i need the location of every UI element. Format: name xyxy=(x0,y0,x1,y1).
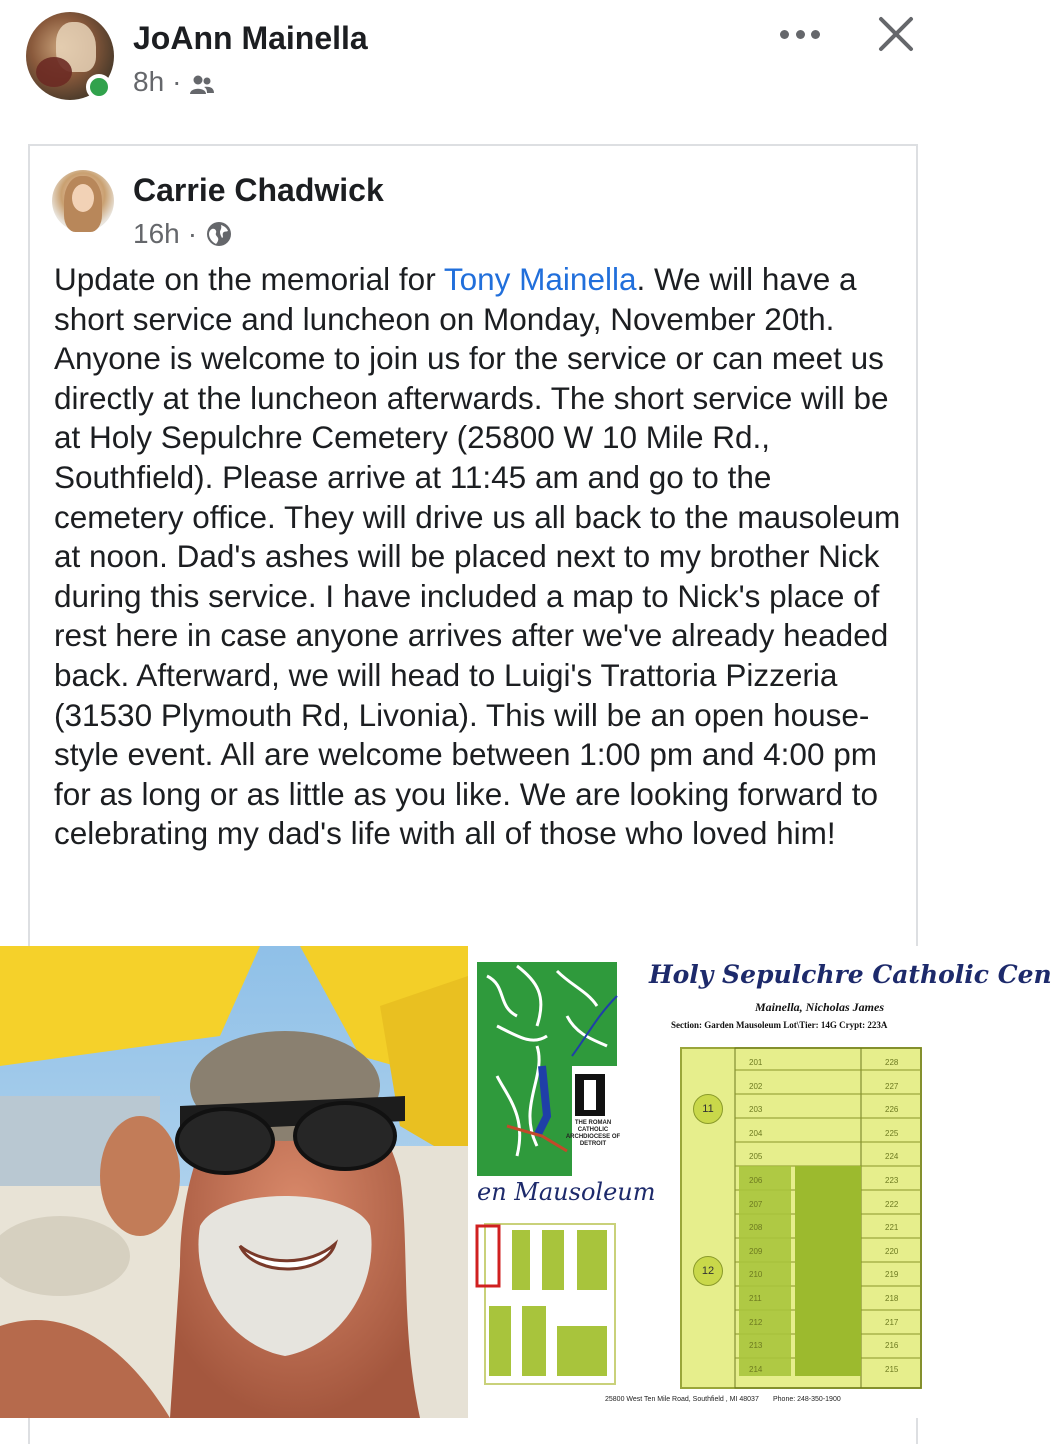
map-name: Mainella, Nicholas James xyxy=(755,1000,885,1014)
crypt-number: 210 xyxy=(749,1270,763,1280)
map-section: Section: Garden Mausoleum Lot\Tier: 14G Crypt: 223A xyxy=(671,1020,888,1030)
shared-post-time[interactable]: 16h xyxy=(133,218,180,249)
avatar[interactable] xyxy=(52,170,114,232)
crypt-number: 213 xyxy=(749,1341,763,1351)
globe-icon xyxy=(205,220,233,248)
shared-post-meta xyxy=(133,218,233,250)
crypt-number: 202 xyxy=(749,1081,763,1091)
crypt-number: 223 xyxy=(885,1176,899,1185)
map-title: Holy Sepulchre Catholic Cen xyxy=(649,960,1052,989)
map-phone: Phone: 248-350-1900 xyxy=(773,1396,841,1403)
close-icon[interactable] xyxy=(876,14,916,54)
photo-man-selfie[interactable] xyxy=(0,946,468,1418)
archdiocese-text: THE ROMAN CATHOLIC ARCHDIOCESE OF DETROIT xyxy=(565,1120,621,1147)
friends-icon xyxy=(189,71,215,93)
author-name[interactable]: JoAnn Mainella xyxy=(133,20,368,56)
crypt-number: 206 xyxy=(749,1176,763,1185)
cemetery-map-image[interactable] xyxy=(477,946,1052,1418)
post-time[interactable]: 8h xyxy=(133,66,165,97)
map-address: 25800 West Ten Mile Road, Southfield , MI 48037 xyxy=(605,1396,759,1403)
meta-separator: · xyxy=(172,66,182,97)
crypt-number: 203 xyxy=(749,1105,763,1115)
crypt-number: 214 xyxy=(749,1364,763,1374)
crypt-number: 207 xyxy=(749,1199,763,1209)
post-text-start: Update on the memorial for xyxy=(54,261,444,297)
crypt-number: 222 xyxy=(885,1199,899,1209)
crypt-number: 219 xyxy=(885,1270,899,1280)
crypt-number: 224 xyxy=(885,1152,899,1162)
crypt-number: 227 xyxy=(885,1081,899,1091)
crypt-number: 212 xyxy=(749,1317,763,1327)
map-circle-marker: 12 xyxy=(693,1256,723,1286)
map-circle-marker: 11 xyxy=(693,1094,723,1124)
meta-separator: · xyxy=(187,218,198,249)
more-options-icon[interactable] xyxy=(780,22,820,46)
crypt-number: 220 xyxy=(885,1246,899,1256)
crypt-number: 226 xyxy=(885,1105,899,1115)
crypt-number: 205 xyxy=(749,1152,763,1162)
crypt-number: 225 xyxy=(885,1128,899,1138)
crypt-number: 228 xyxy=(885,1058,899,1067)
shared-author-name[interactable]: Carrie Chadwick xyxy=(133,172,384,208)
outer-post-header xyxy=(0,0,945,130)
crypt-number: 215 xyxy=(885,1364,899,1374)
crypt-number: 216 xyxy=(885,1341,899,1351)
crypt-number: 208 xyxy=(749,1223,763,1233)
mausoleum-label: en Mausoleum xyxy=(477,1178,656,1206)
post-text-rest: . We will have a short service and luncheon on Monday, November 20th. Anyone is welcome to join us for the service or can meet us directly at the luncheon afterwards. The short service will be at Holy Sepulchre Cemetery (25800 W 10 Mile Rd., Southfield). Please arrive at 11:45 am and go to the cemetery office. They will drive us all back to the mausoleum at noon. Dad's ashes will be placed next to my brother Nick during this service. I have included a map to Nick's place of rest here in case anyone arrives after we've already headed back. Afterward, we will head to Luigi's Trattoria Pizzeria (31530 Plymouth Rd, Livonia). This will be an open house-style event. All are welcome between 1:00 pm and 4:00 pm for as long or as little as you like. We are looking forward to celebrating my dad's life with all of those who loved him! xyxy=(54,261,901,852)
crypt-number: 211 xyxy=(749,1294,762,1303)
post-body-text xyxy=(54,260,904,854)
mention-link[interactable]: Tony Mainella xyxy=(443,261,637,297)
crypt-number: 217 xyxy=(885,1317,899,1327)
online-status-icon xyxy=(86,74,112,100)
crypt-number: 209 xyxy=(749,1246,763,1256)
crypt-number: 204 xyxy=(749,1128,763,1138)
post-meta xyxy=(133,66,215,98)
crypt-number: 218 xyxy=(885,1294,899,1303)
crypt-number: 201 xyxy=(749,1058,763,1067)
crypt-number: 221 xyxy=(885,1223,899,1233)
